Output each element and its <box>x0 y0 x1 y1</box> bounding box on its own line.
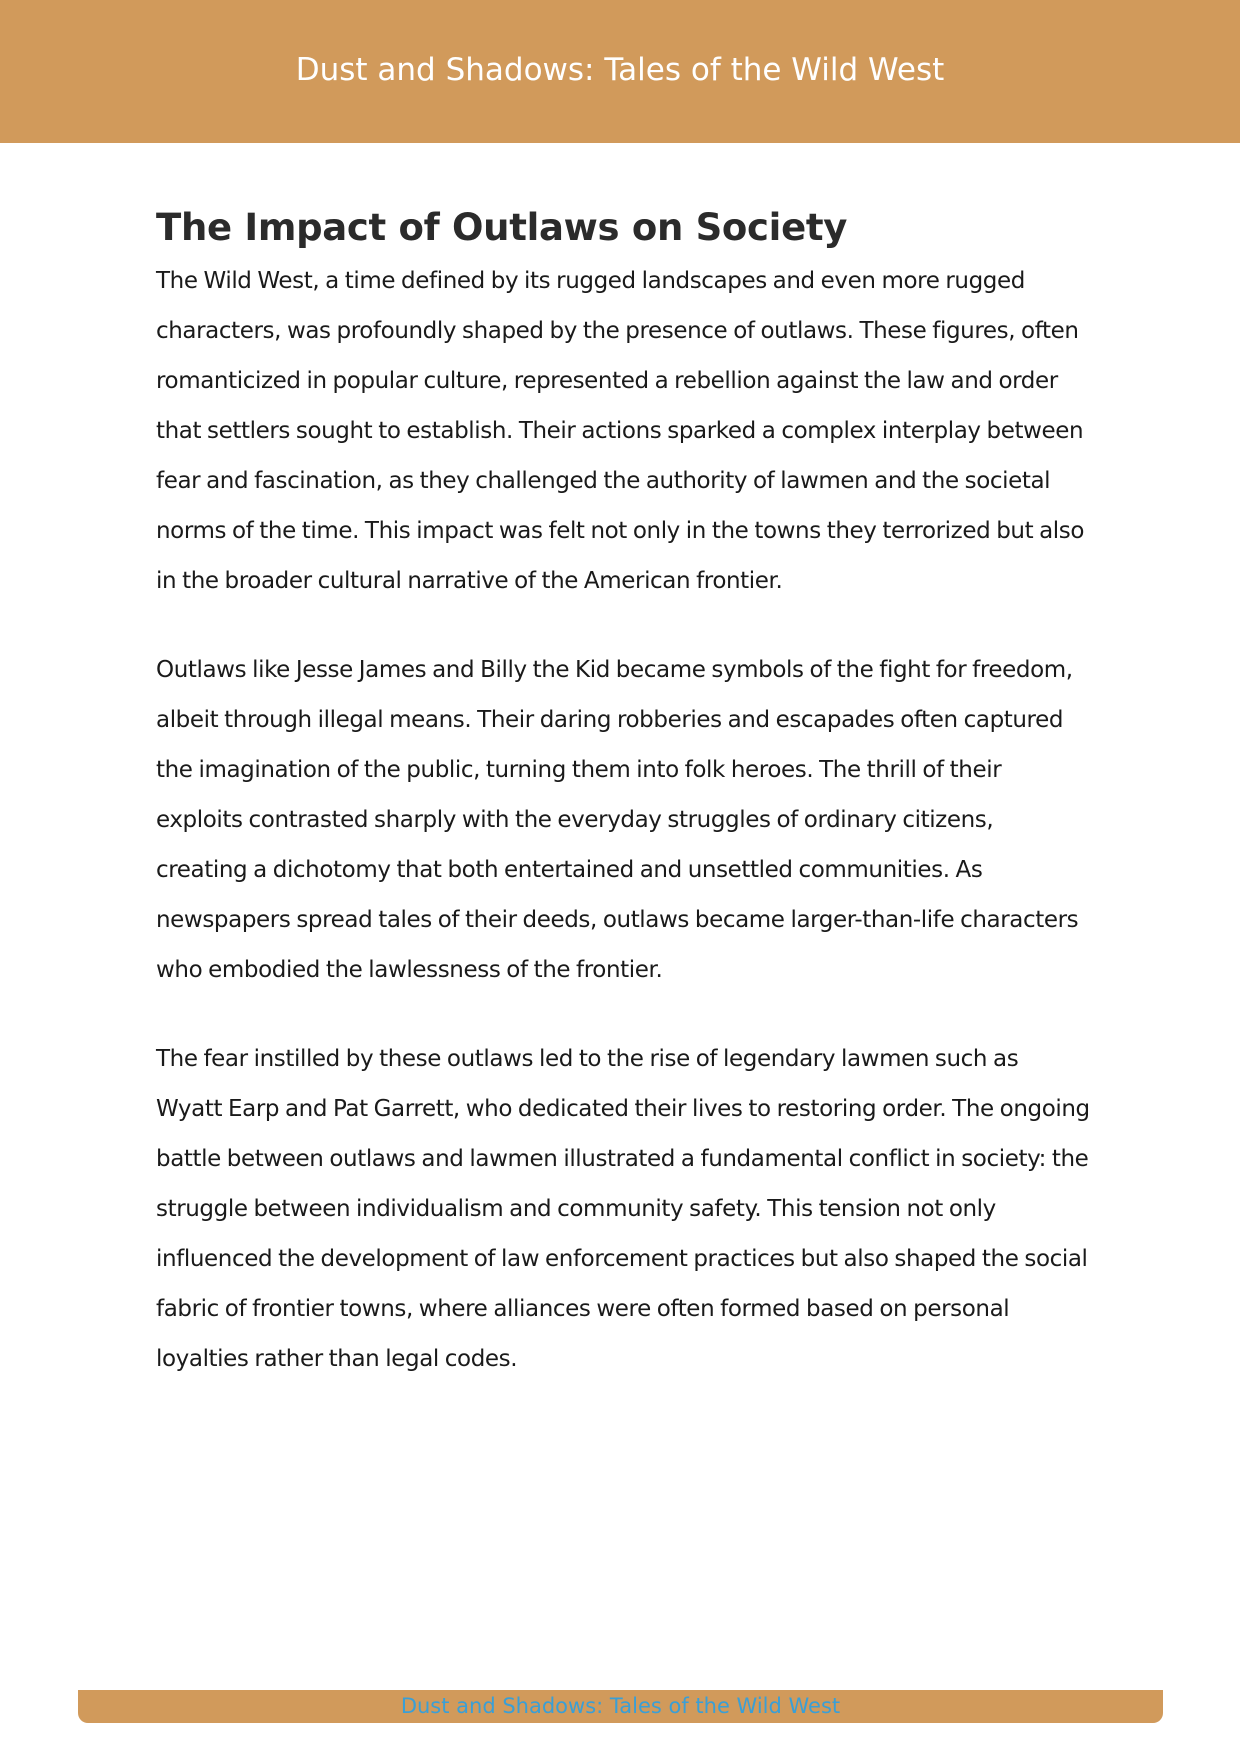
paragraph-2: Outlaws like Jesse James and Billy the Kid became symbols of the fight for freedom, albeit through illegal means. Their daring robberies and escapades often captured the imagination of the public, turning them into folk heroes. The thrill of their exploits contrasted sharply with the everyday struggles of ordinary citizens, creating a dichotomy that both entertained and unsettled communities. As newspapers spread tales of their deeds, outlaws became larger-than-life characters who embodied the lawlessness of the frontier. <box>156 657 1079 983</box>
footer-text: Dust and Shadows: Tales of the Wild West <box>400 1694 841 1718</box>
page-footer <box>78 1690 1163 1723</box>
page-header <box>0 0 1240 143</box>
paragraph-1: The Wild West, a time defined by its rugged landscapes and even more rugged characters, was profoundly shaped by the presence of outlaws. These figures, often romanticized in popular culture, represented a rebellion against the law and order that settlers sought to establish. Their actions sparked a complex interplay between fear and fascination, as they challenged the authority of lawmen and the societal norms of the time. This impact was felt not only in the towns they terrorized but also in the broader cultural narrative of the American frontier. <box>156 268 1085 594</box>
main-content <box>156 200 1090 1384</box>
header-title: Dust and Shadows: Tales of the Wild West <box>295 51 945 88</box>
section-heading: The Impact of Outlaws on Society <box>156 206 848 249</box>
paragraph-3: The fear instilled by these outlaws led to the rise of legendary lawmen such as Wyatt Earp and Pat Garrett, who dedicated their lives to restoring order. The ongoing battle between outlaws and lawmen illustrated a fundamental conflict in society: the struggle between individualism and community safety. This tension not only influenced the development of law enforcement practices but also shaped the social fabric of frontier towns, where alliances were often formed based on personal loyalties rather than legal codes. <box>156 1046 1090 1372</box>
